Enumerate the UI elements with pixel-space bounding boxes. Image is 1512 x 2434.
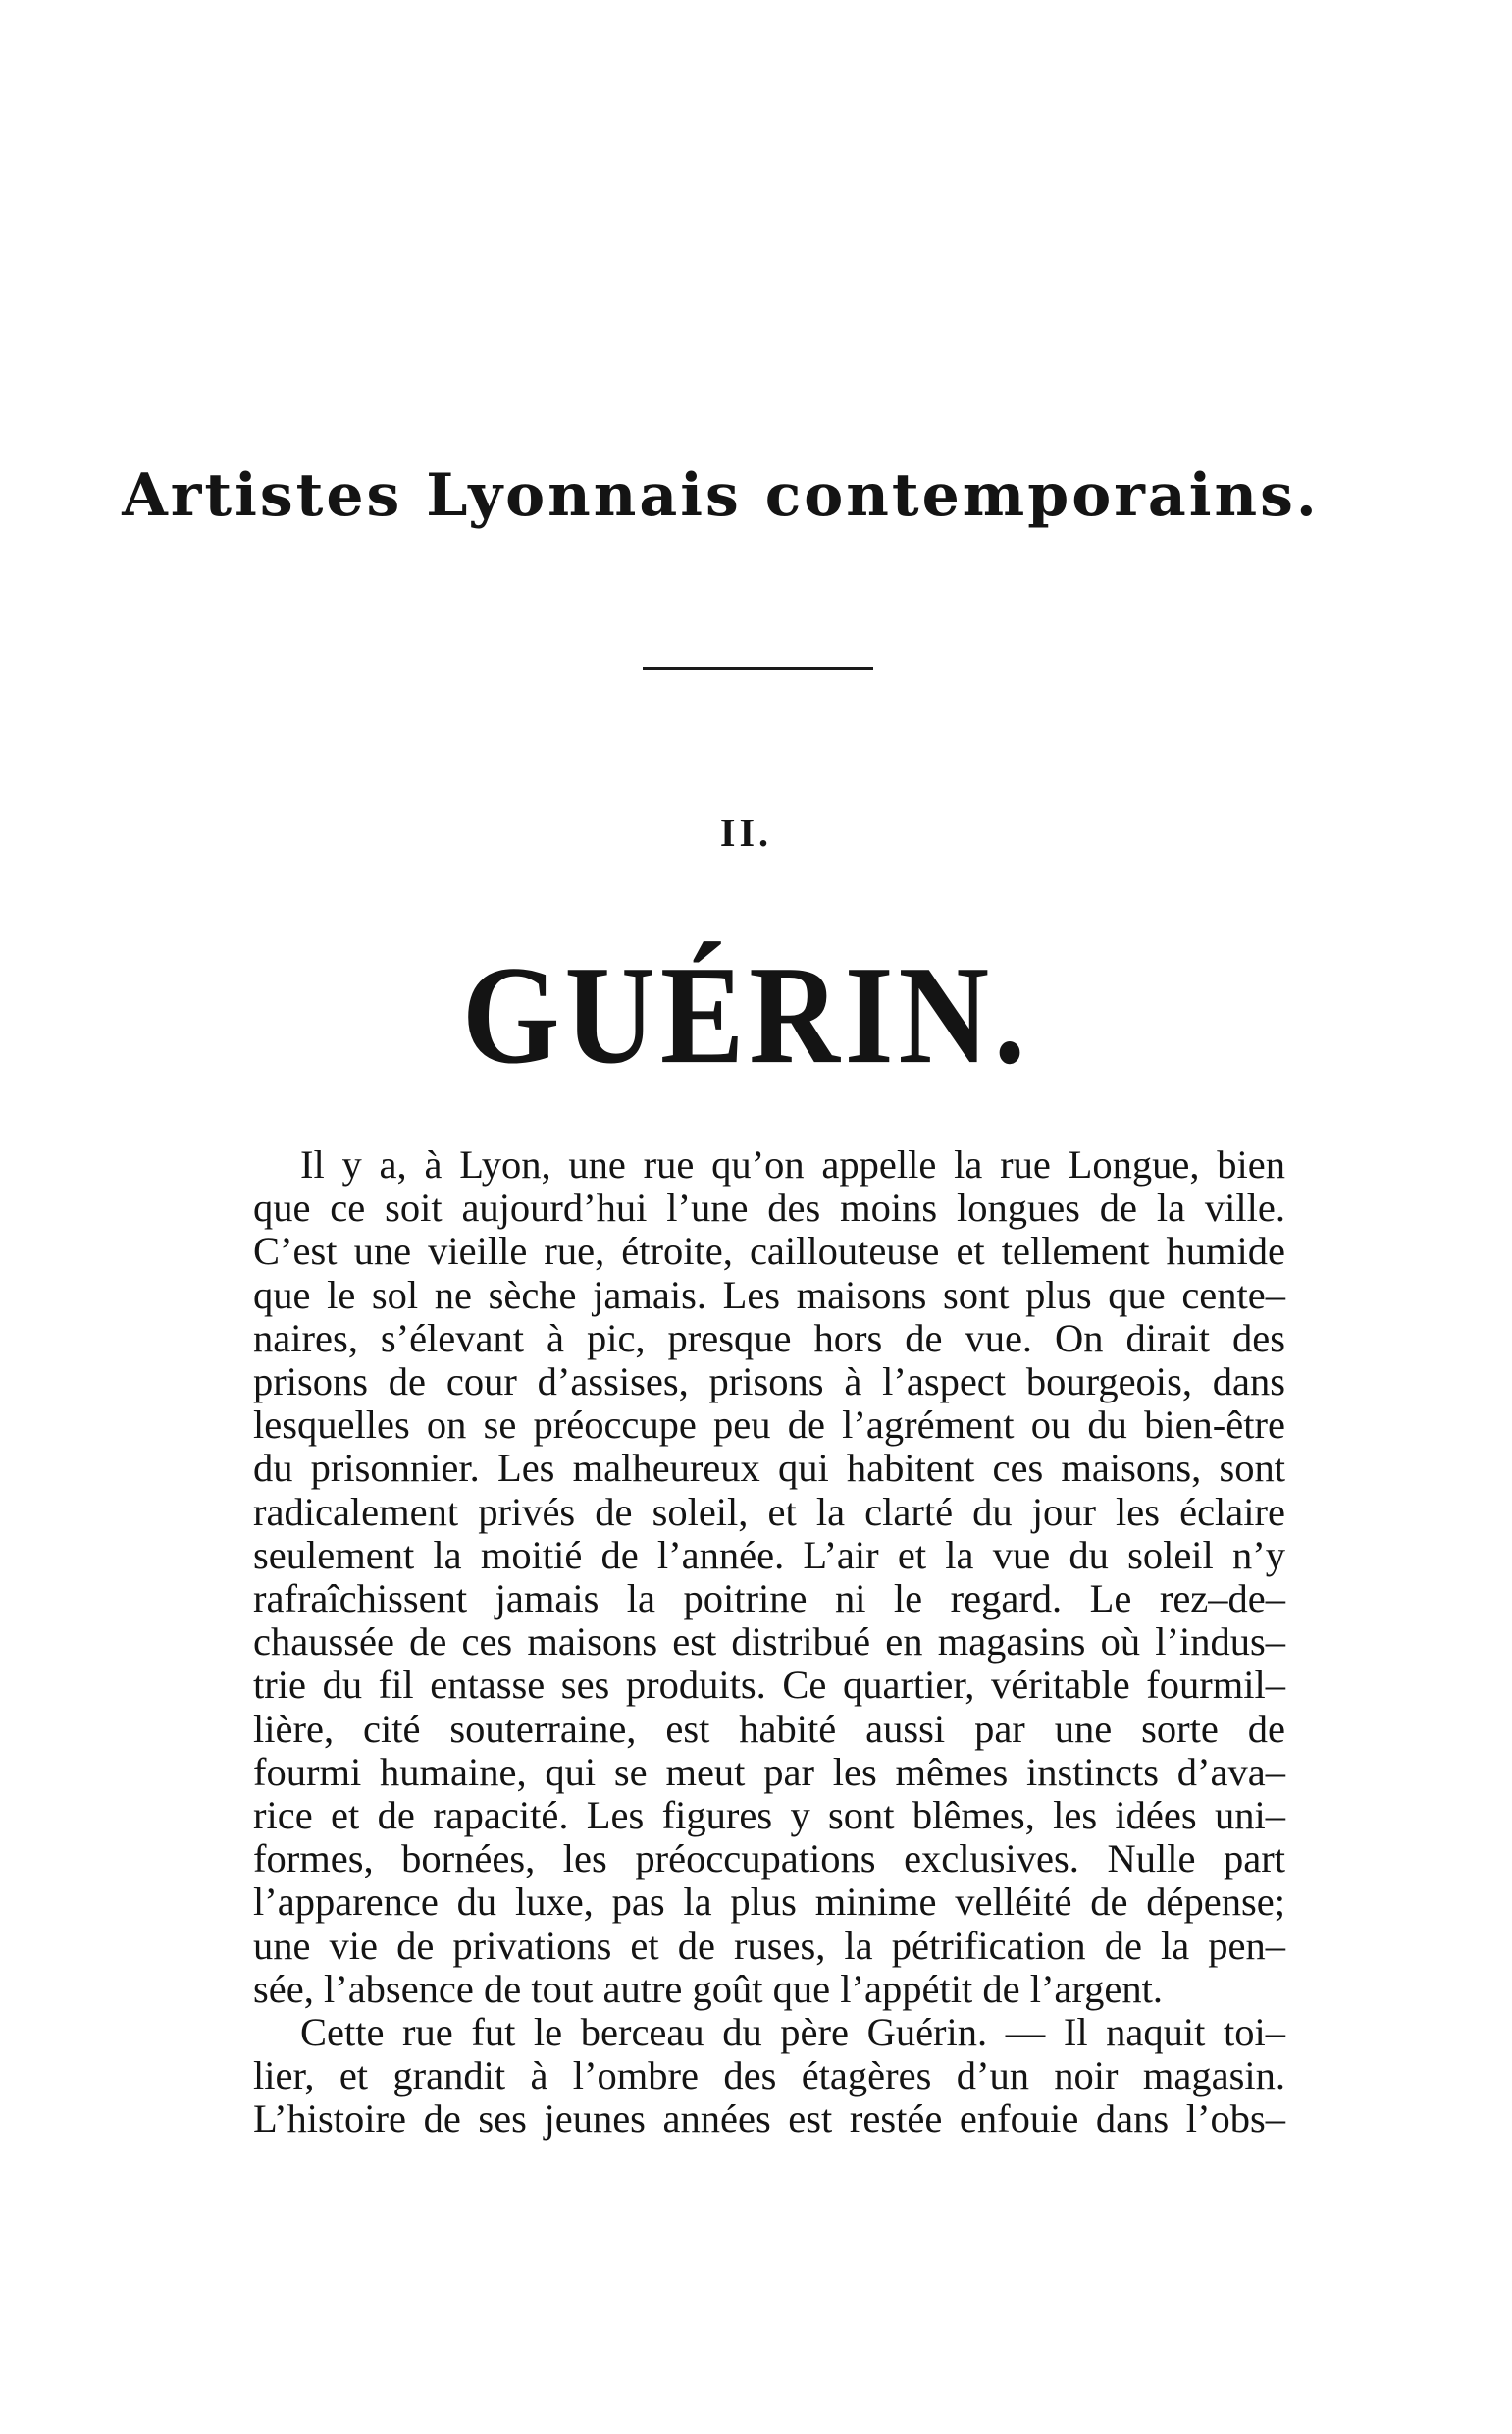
text-line: seulement la moitié de l’année. L’air et la vue du soleil n’y (253, 1532, 1285, 1577)
text-line: chaussée de ces maisons est distribué en magasins où l’indus– (253, 1619, 1285, 1665)
text-line: Cette rue fut le berceau du père Guérin. — Il naquit toi– (300, 2010, 1285, 2055)
text-line: du prisonnier. Les malheureux qui habitent ces maisons, sont (253, 1446, 1285, 1491)
text-line: l’apparence du luxe, pas la plus minime velléité de dépense; (253, 1879, 1285, 1925)
text-line: radicalement privés de soleil, et la clarté du jour les éclaire (253, 1489, 1285, 1534)
paragraph-1 (206, 1143, 1285, 2011)
chapter-number: II. (719, 811, 773, 855)
title-rule (643, 667, 873, 670)
text-line: L’histoire de ses jeunes années est restée enfouie dans l’obs– (253, 2096, 1285, 2142)
text-line: naires, s’élevant à pic, presque hors de vue. On dirait des (253, 1315, 1285, 1360)
text-line: sée, l’absence de tout autre goût que l’appétit de l’argent. (253, 1966, 1164, 2011)
running-title: Artistes Lyonnais contemporains. (122, 461, 1320, 530)
text-line: rice et de rapacité. Les figures y sont blêmes, les idées uni– (253, 1793, 1285, 1838)
text-line: rafraîchissent jamais la poitrine ni le regard. Le rez–de– (253, 1576, 1285, 1621)
paragraph-2 (206, 2011, 1285, 2142)
text-line: lière, cité souterraine, est habité aussi par une sorte de (253, 1706, 1285, 1751)
text-line: formes, bornées, les préoccupations exclusives. Nulle part (253, 1836, 1285, 1881)
text-line: lesquelles on se préoccupe peu de l’agrément ou du bien-être (253, 1402, 1285, 1448)
text-line: une vie de privations et de ruses, la pétrification de la pen– (253, 1923, 1285, 1968)
text-line: que ce soit aujourd’hui l’une des moins longues de la ville. (253, 1186, 1285, 1231)
text-line: fourmi humaine, qui se meut par les mêmes instincts d’ava– (253, 1749, 1285, 1794)
text-line: lier, et grandit à l’ombre des étagères d’un noir magasin. (253, 2053, 1285, 2098)
text-line: Il y a, à Lyon, une rue qu’on appelle la rue Longue, bien (300, 1142, 1285, 1187)
text-line: C’est une vieille rue, étroite, caillouteuse et tellement humide (253, 1229, 1285, 1274)
chapter-title: GUÉRIN. (461, 936, 1031, 1093)
text-line: prisons de cour d’assises, prisons à l’aspect bourgeois, dans (253, 1359, 1285, 1404)
body-text (206, 1143, 1285, 2142)
text-line: trie du fil entasse ses produits. Ce quartier, véritable fourmil– (253, 1663, 1285, 1708)
text-line: que le sol ne sèche jamais. Les maisons sont plus que cente– (253, 1272, 1285, 1317)
